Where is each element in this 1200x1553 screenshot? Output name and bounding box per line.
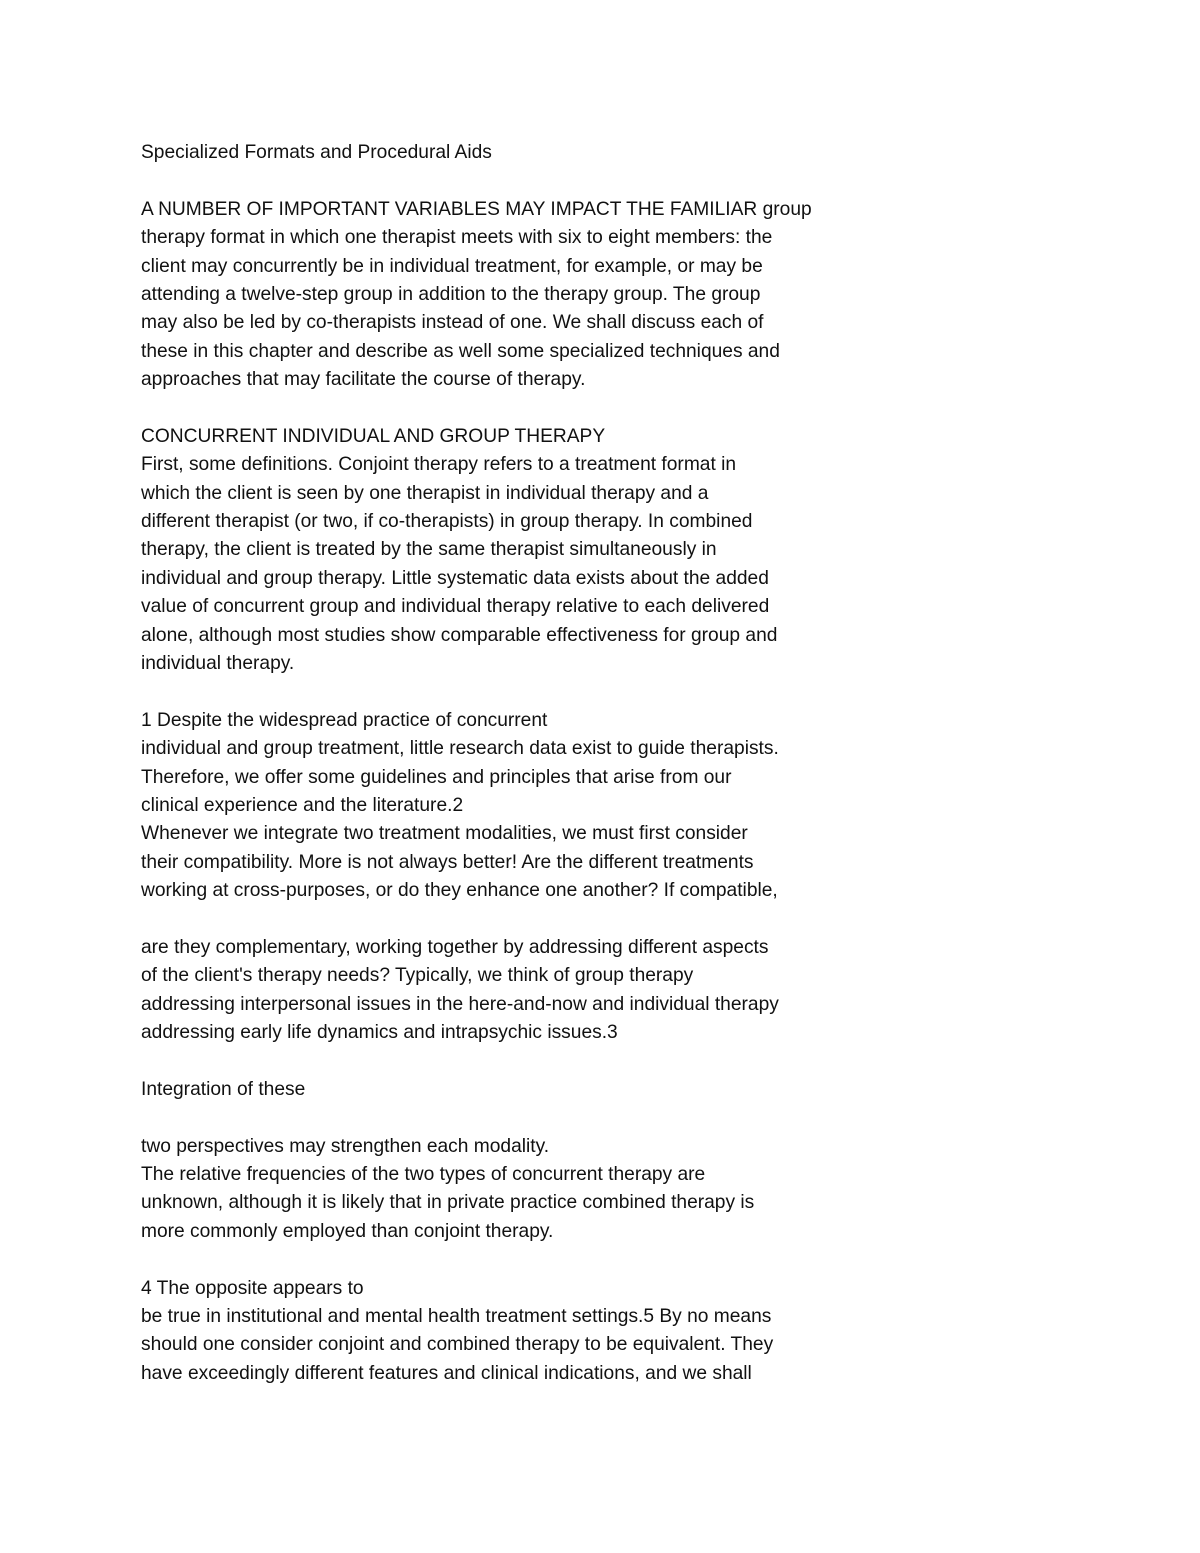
text-line: be true in institutional and mental health treatment settings.5 By no means — [141, 1306, 772, 1328]
paragraph-intro — [141, 196, 941, 395]
text-line: A NUMBER OF IMPORTANT VARIABLES MAY IMPACT THE FAMILIAR group — [141, 198, 812, 220]
text-line: therapy, the client is treated by the same therapist simultaneously in — [141, 539, 717, 561]
document-title: Specialized Formats and Procedural Aids — [141, 142, 492, 163]
text-line: individual and group treatment, little research data exist to guide therapists. — [141, 738, 779, 760]
paragraph-complementary — [141, 934, 941, 1048]
paragraph-definitions — [141, 451, 941, 678]
paragraph-settings — [141, 1275, 941, 1389]
paragraph-gap — [141, 1246, 941, 1274]
text-line: approaches that may facilitate the course of therapy. — [141, 369, 586, 391]
paragraph-integration — [141, 1076, 941, 1104]
paragraph-gap — [141, 395, 941, 423]
paragraph-gap — [141, 167, 941, 195]
text-line: should one consider conjoint and combined therapy to be equivalent. They — [141, 1334, 774, 1356]
text-line: Therefore, we offer some guidelines and principles that arise from our — [141, 766, 732, 788]
section-heading: CONCURRENT INDIVIDUAL AND GROUP THERAPY — [141, 425, 606, 447]
text-line: working at cross-purposes, or do they enhance one another? If compatible, — [141, 880, 778, 902]
document-page — [141, 139, 941, 1388]
paragraph-gap — [141, 1048, 941, 1076]
text-line: Whenever we integrate two treatment modalities, we must first consider — [141, 823, 748, 845]
text-line: which the client is seen by one therapist in individual therapy and a — [141, 482, 709, 504]
text-line: these in this chapter and describe as well some specialized techniques and — [141, 340, 780, 362]
text-line: therapy format in which one therapist meets with six to eight members: the — [141, 227, 773, 249]
text-line: First, some definitions. Conjoint therapy refers to a treatment format in — [141, 454, 737, 476]
text-line: alone, although most studies show comparable effectiveness for group and — [141, 624, 778, 646]
text-line: are they complementary, working together by addressing different aspects — [141, 936, 769, 958]
text-line: two perspectives may strengthen each modality. — [141, 1135, 550, 1157]
text-line: addressing early life dynamics and intrapsychic issues.3 — [141, 1022, 618, 1044]
text-line: clinical experience and the literature.2 — [141, 794, 464, 816]
text-line: of the client's therapy needs? Typically, we think of group therapy — [141, 965, 694, 987]
paragraph-gap — [141, 906, 941, 934]
text-line: 4 The opposite appears to — [141, 1277, 364, 1299]
text-line: value of concurrent group and individual therapy relative to each delivered — [141, 596, 770, 618]
paragraph-gap — [141, 678, 941, 706]
text-line: different therapist (or two, if co-therapists) in group therapy. In combined — [141, 511, 753, 533]
paragraph-frequencies — [141, 1133, 941, 1247]
text-line: their compatibility. More is not always better! Are the different treatments — [141, 851, 754, 873]
text-line: The relative frequencies of the two types of concurrent therapy are — [141, 1164, 706, 1186]
text-line: 1 Despite the widespread practice of concurrent — [141, 709, 548, 731]
text-line: attending a twelve-step group in addition to the therapy group. The group — [141, 283, 761, 305]
text-line: more commonly employed than conjoint therapy. — [141, 1220, 554, 1242]
text-line: unknown, although it is likely that in private practice combined therapy is — [141, 1192, 755, 1214]
text-line: individual therapy. — [141, 653, 295, 675]
text-line: Integration of these — [141, 1078, 306, 1100]
text-line: may also be led by co-therapists instead of one. We shall discuss each of — [141, 312, 764, 334]
text-line: addressing interpersonal issues in the here-and-now and individual therapy — [141, 993, 779, 1015]
text-line: individual and group therapy. Little systematic data exists about the added — [141, 567, 769, 589]
paragraph-gap — [141, 1104, 941, 1132]
paragraph-guidelines — [141, 707, 941, 906]
text-line: client may concurrently be in individual treatment, for example, or may be — [141, 255, 763, 277]
text-line: have exceedingly different features and clinical indications, and we shall — [141, 1362, 752, 1384]
